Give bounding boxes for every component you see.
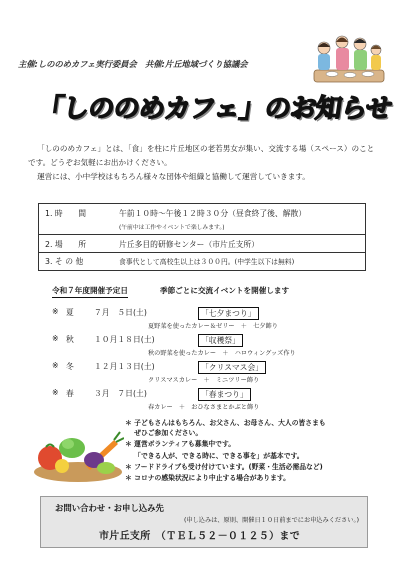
event-detail-summer: 夏野菜を使ったカレー＆ゼリー ＋ 七夕飾り <box>148 323 278 330</box>
event-mark: ※ <box>52 361 59 370</box>
schedule-description: 季節ごとに交流イベントを開催します <box>160 286 290 295</box>
event-season: 夏 <box>66 308 74 317</box>
event-detail-spring: 春カレー ＋ おひなさまとかぶと飾り <box>148 404 260 411</box>
place-label: 2. 場 所 <box>45 240 87 249</box>
note-item: ＊ 子どもさんはもちろん、お父さん、お母さん、大人の皆さまも <box>125 419 326 427</box>
event-date: １０月１８日(土) <box>94 335 155 344</box>
info-divider-1 <box>39 234 365 235</box>
event-season: 冬 <box>66 362 74 371</box>
event-name: 「収穫祭」 <box>198 334 243 347</box>
event-date: ３月 ７日(土) <box>94 389 147 398</box>
vegetables-illustration <box>32 420 124 484</box>
event-detail-winter: クリスマスカレー ＋ ミニツリー飾り <box>148 377 260 384</box>
contact-phone: 市片丘支所 （ＴＥＬ５２－０１２５）まで <box>99 531 300 542</box>
event-detail-autumn: 秋の野菜を使ったカレー ＋ ハロウィングッズ作り <box>148 350 296 357</box>
note-item: ＊ 運営ボランティアも募集中です。 <box>125 440 236 448</box>
schedule-title: 令和７年度開催予定日 <box>52 285 128 298</box>
intro-paragraph-1: 「しののめカフェ」とは、「食」を柱に片丘地区の老若男女が集い、交流する場（スペース）のことです。どうぞお気軽にお出かけください。 <box>28 144 375 167</box>
intro-paragraph-2: 運営には、小中学校はもちろん様々な団体や組織と協働して運営していきます。 <box>37 172 310 181</box>
info-box <box>38 203 366 271</box>
event-name: 「クリスマス会」 <box>198 361 266 374</box>
event-name: 「春まつり」 <box>198 388 251 401</box>
contact-heading: お問い合わせ・お申し込み先 <box>55 503 164 513</box>
contact-note: (申し込みは、原則、開催日１０日前までにお申込みください。) <box>184 517 359 524</box>
event-name: 「七夕まつり」 <box>198 307 259 320</box>
info-divider-2 <box>39 252 365 253</box>
place-value: 片丘多目的研修センター（市片丘支所） <box>119 240 260 249</box>
event-mark: ※ <box>52 388 59 397</box>
time-label: 1. 時 間 <box>45 209 87 218</box>
note-item: ＊ コロナの感染状況により中止する場合があります。 <box>125 474 290 482</box>
family-meal-illustration <box>312 30 386 88</box>
time-note: (午前中は工作やイベントで楽しみます。) <box>119 225 225 231</box>
event-date: ７月 ５日(土) <box>94 308 147 317</box>
contact-box <box>40 496 368 548</box>
note-item: 「できる人が、できる時に、できる事を」が基本です。 <box>125 452 304 460</box>
main-title: 「しののめカフェ」のお知らせ <box>35 94 394 124</box>
event-date: １２月１３日(土) <box>94 362 155 371</box>
other-value: 食事代として高校生以上は３００円。(中学生以下は無料) <box>119 258 295 266</box>
event-mark: ※ <box>52 307 59 316</box>
intro-text <box>28 142 380 184</box>
time-value: 午前１０時～午後１２時３０分（昼食終了後、解散） <box>119 209 307 218</box>
event-season: 春 <box>66 389 74 398</box>
organizers-line: 主催:しののめカフェ実行委員会 共催:片丘地域づくり協議会 <box>18 59 248 69</box>
note-item: ＊ フードドライブも受け付けています。(野菜・生活必需品など) <box>125 463 323 471</box>
other-label: 3. そ の 他 <box>45 257 84 266</box>
event-mark: ※ <box>52 334 59 343</box>
event-season: 秋 <box>66 335 74 344</box>
note-item: ぜひご参加ください。 <box>125 429 203 437</box>
